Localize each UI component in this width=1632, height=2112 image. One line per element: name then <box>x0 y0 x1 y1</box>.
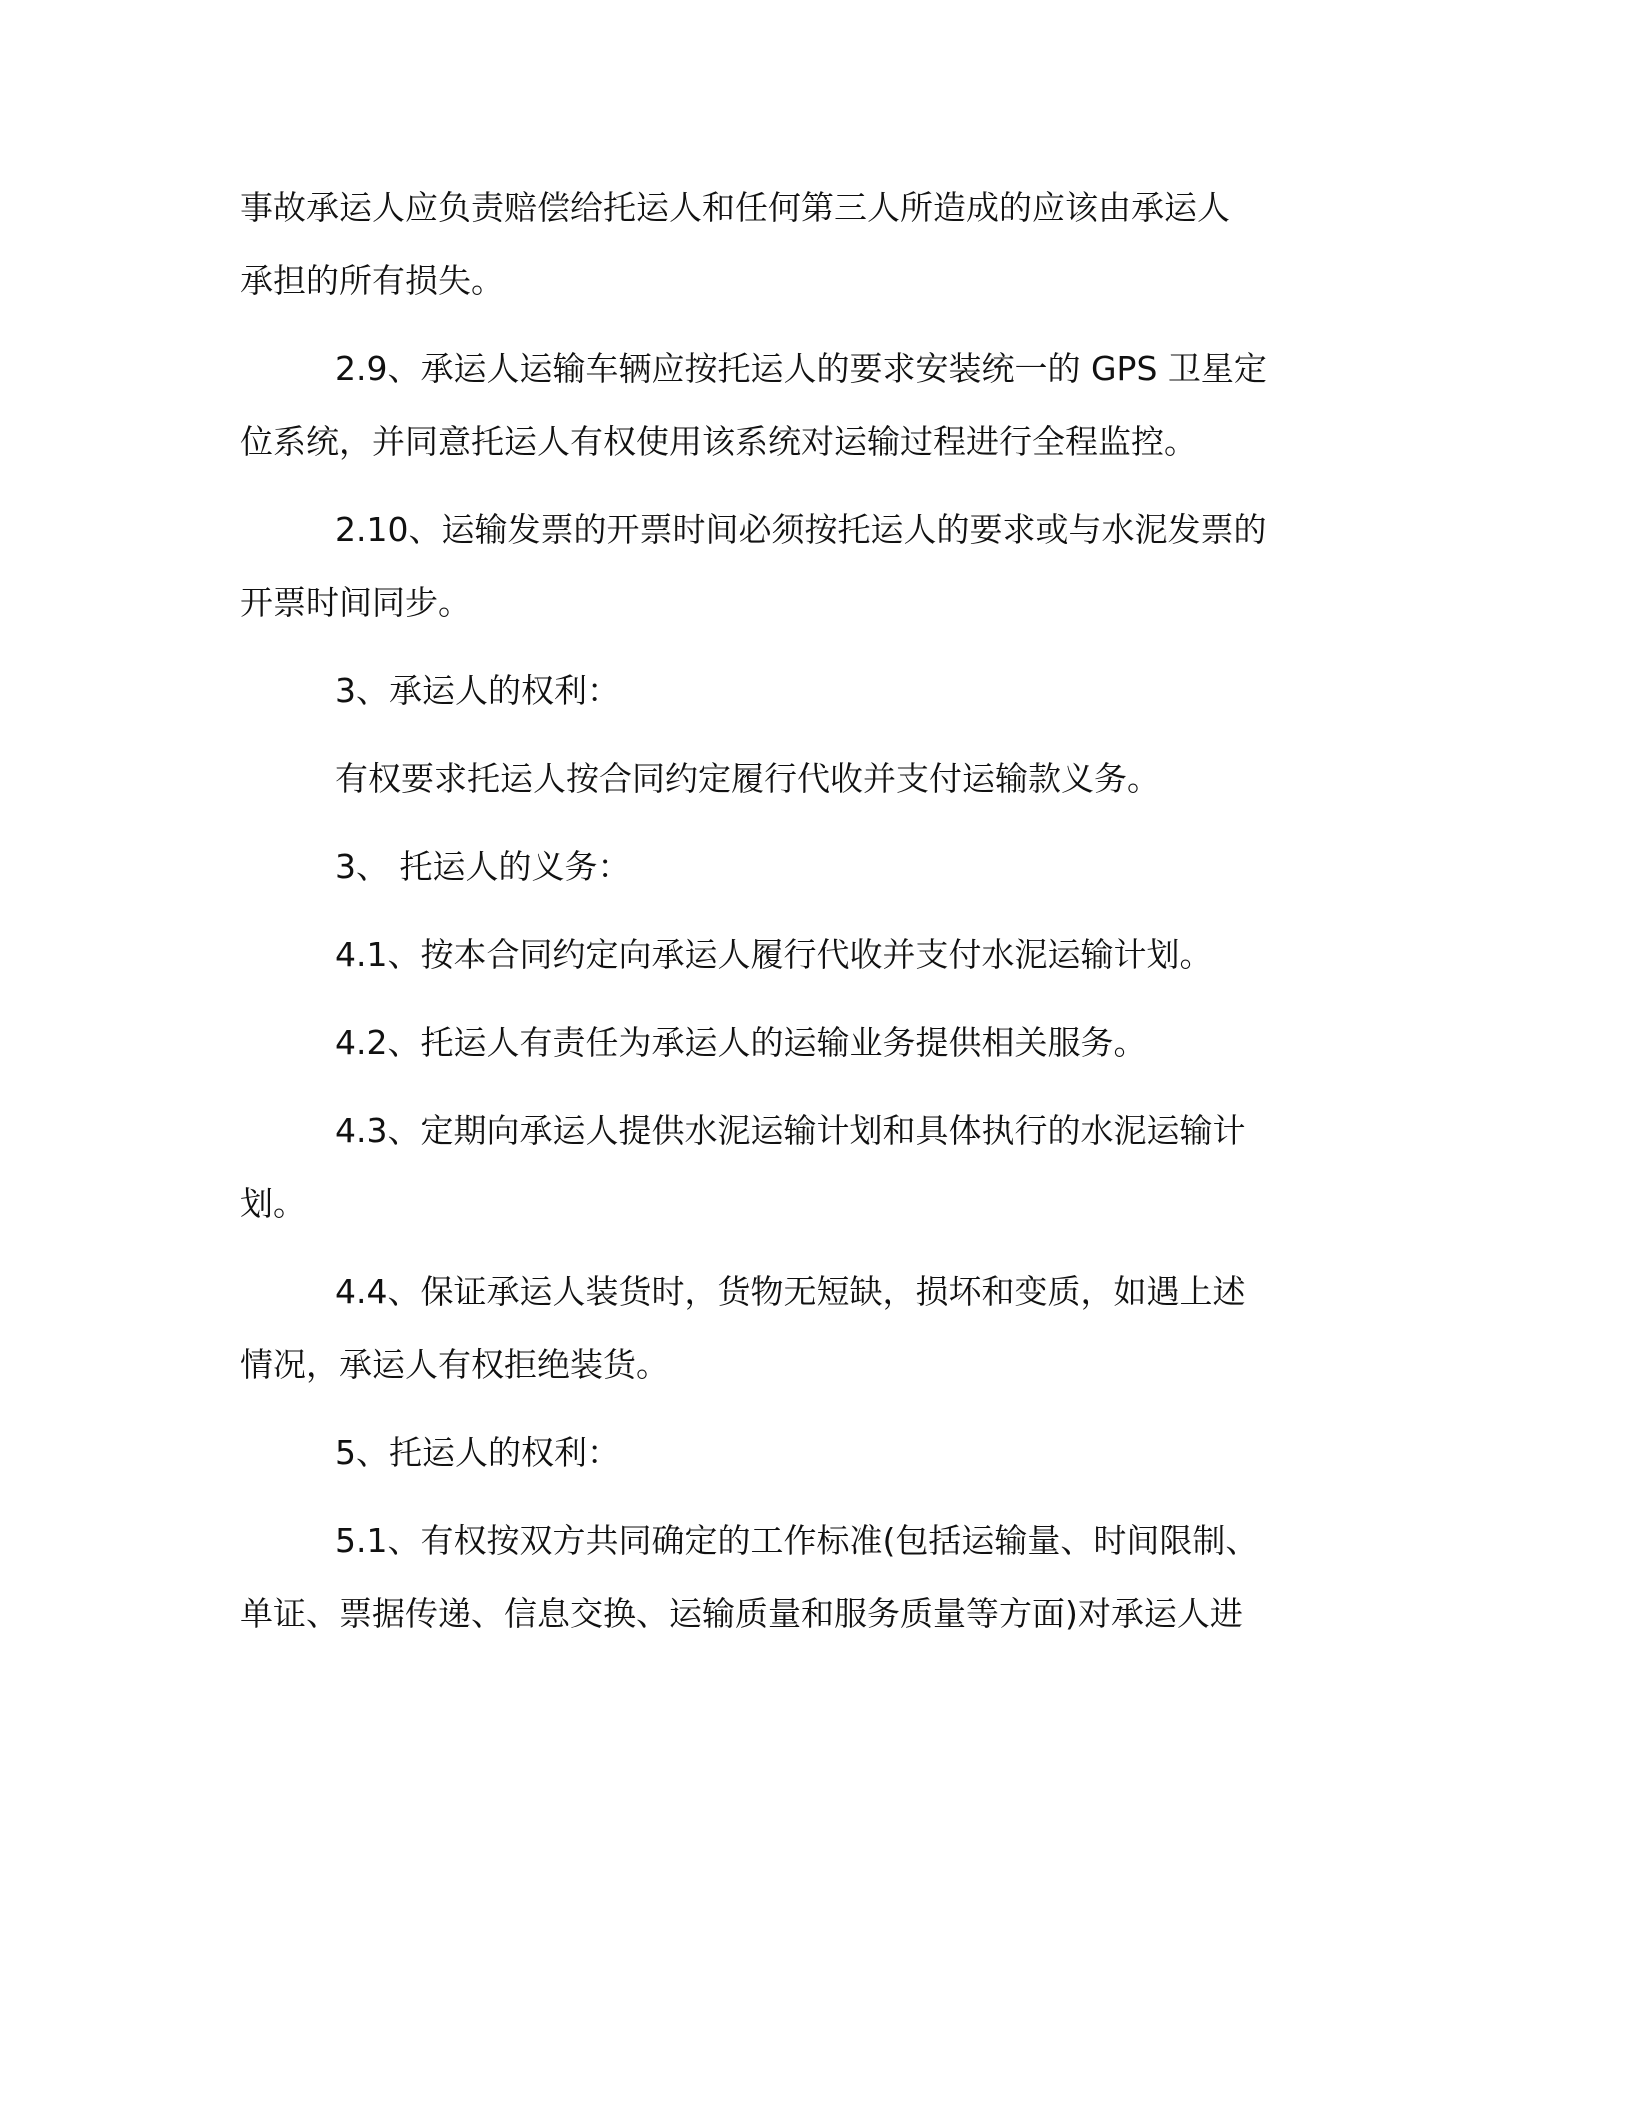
text-line: 开票时间同步。 <box>240 583 471 622</box>
text-line: 4.2、托运人有责任为承运人的运输业务提供相关服务。 <box>335 1023 1147 1062</box>
text-line: 事故承运人应负责赔偿给托运人和任何第三人所造成的应该由承运人 <box>240 188 1230 227</box>
text-line: 位系统，并同意托运人有权使用该系统对运输过程进行全程监控。 <box>240 422 1197 461</box>
text-line: 4.3、定期向承运人提供水泥运输计划和具体执行的水泥运输计 <box>335 1111 1246 1150</box>
text-line: 划。 <box>240 1184 306 1223</box>
section-heading: 5、托运人的权利： <box>335 1433 620 1472</box>
text-line: 4.1、按本合同约定向承运人履行代收并支付水泥运输计划。 <box>335 935 1213 974</box>
text-line: 承担的所有损失。 <box>240 261 504 300</box>
section-heading: 3、 托运人的义务： <box>335 847 631 886</box>
section-heading: 3、承运人的权利： <box>335 671 620 710</box>
text-line: 有权要求托运人按合同约定履行代收并支付运输款义务。 <box>335 759 1160 798</box>
text-line: 2.9、承运人运输车辆应按托运人的要求安装统一的 GPS 卫星定 <box>335 349 1267 388</box>
document-body <box>240 186 1380 1636</box>
text-line: 4.4、保证承运人装货时，货物无短缺，损坏和变质，如遇上述 <box>335 1272 1246 1311</box>
text-line: 5.1、有权按双方共同确定的工作标准(包括运输量、时间限制、 <box>335 1521 1259 1560</box>
text-line: 情况，承运人有权拒绝装货。 <box>240 1345 669 1384</box>
text-line: 2.10、运输发票的开票时间必须按托运人的要求或与水泥发票的 <box>335 510 1267 549</box>
text-line: 单证、票据传递、信息交换、运输质量和服务质量等方面)对承运人进 <box>240 1594 1243 1633</box>
